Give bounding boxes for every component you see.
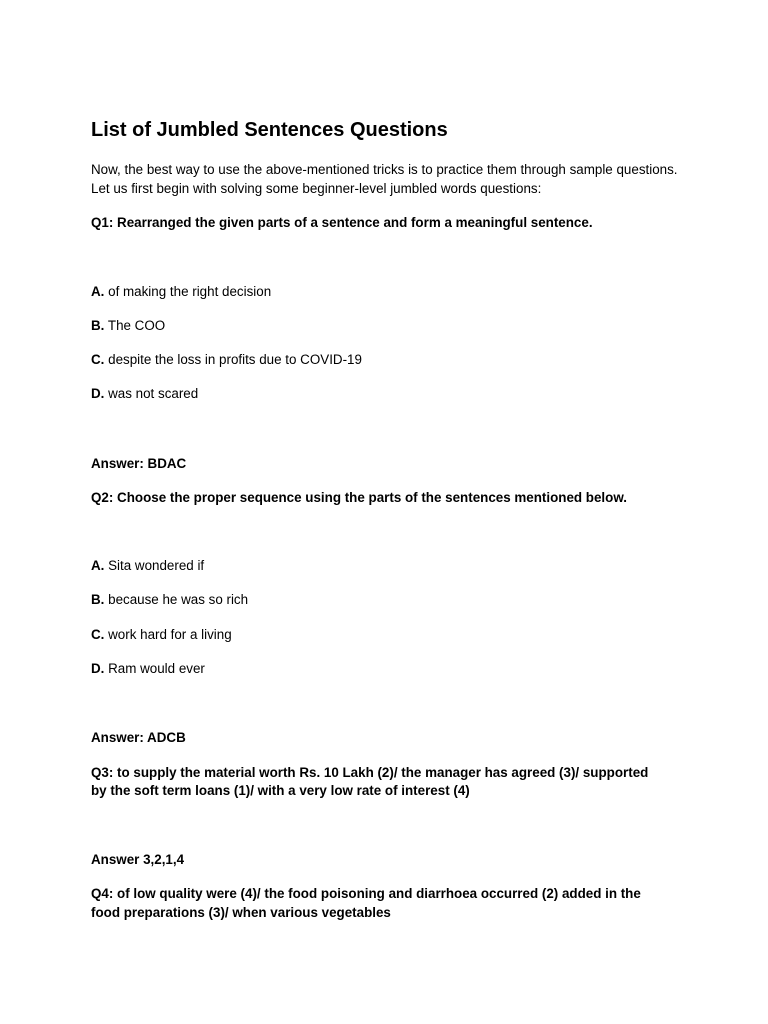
option-letter: B. xyxy=(91,592,105,607)
option-letter: C. xyxy=(91,352,105,367)
option-letter: D. xyxy=(91,386,105,401)
option-text: was not scared xyxy=(104,386,199,401)
q2-question: Q2: Choose the proper sequence using the parts of the sentences mentioned below. xyxy=(91,490,627,505)
q1-option-c xyxy=(91,350,362,369)
q1-question: Q1: Rearranged the given parts of a sentence and form a meaningful sentence. xyxy=(91,215,593,230)
q4-question-line-1: Q4: of low quality were (4)/ the food poisoning and diarrhoea occurred (2) added in the xyxy=(91,886,641,901)
option-letter: C. xyxy=(91,627,105,642)
option-text: because he was so rich xyxy=(104,592,249,607)
q2-option-b xyxy=(91,590,248,609)
option-text: Ram would ever xyxy=(104,661,205,676)
q3-question-line-1: Q3: to supply the material worth Rs. 10 Lakh (2)/ the manager has agreed (3)/ supported xyxy=(91,765,649,780)
q4-question-line-2: food preparations (3)/ when various vegetables xyxy=(91,905,391,920)
intro-paragraph: Now, the best way to use the above-mentioned tricks is to practice them through sample questions. Let us first begin with solving some beginner-level jumbled words questions: xyxy=(91,162,678,196)
option-text: despite the loss in profits due to COVID-19 xyxy=(104,352,362,367)
q3-question-line-2: by the soft term loans (1)/ with a very low rate of interest (4) xyxy=(91,783,470,798)
option-letter: B. xyxy=(91,318,105,333)
document-title: List of Jumbled Sentences Questions xyxy=(91,119,448,141)
option-letter: A. xyxy=(91,558,105,573)
q2-option-c xyxy=(91,625,232,644)
option-text: The COO xyxy=(104,318,166,333)
q2-option-d xyxy=(91,659,205,678)
q1-option-a xyxy=(91,282,271,301)
option-text: Sita wondered if xyxy=(104,558,205,573)
q1-option-d xyxy=(91,384,198,403)
q1-option-b xyxy=(91,316,165,335)
option-text: of making the right decision xyxy=(104,284,272,299)
q2-option-a xyxy=(91,556,204,575)
option-text: work hard for a living xyxy=(104,627,232,642)
q3-answer: Answer 3,2,1,4 xyxy=(91,852,185,867)
q1-answer: Answer: BDAC xyxy=(91,456,187,471)
q2-answer: Answer: ADCB xyxy=(91,730,186,745)
option-letter: A. xyxy=(91,284,105,299)
option-letter: D. xyxy=(91,661,105,676)
